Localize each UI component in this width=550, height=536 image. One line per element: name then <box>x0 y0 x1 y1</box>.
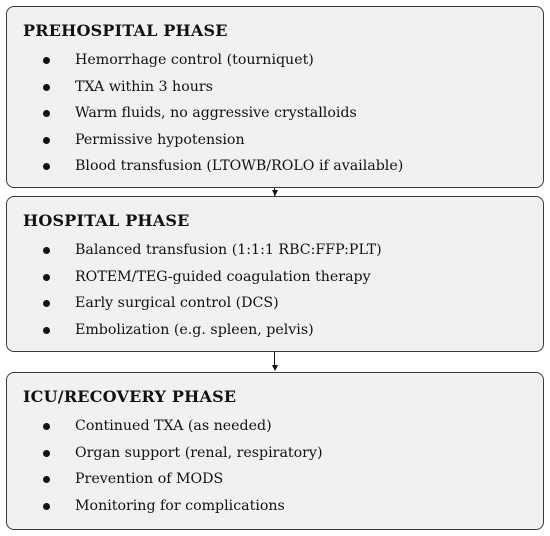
list-item-text: Hemorrhage control (tourniquet) <box>75 52 314 68</box>
list-item <box>23 237 529 264</box>
bullet-icon <box>43 137 50 144</box>
list-item-text: Permissive hypotension <box>75 131 245 148</box>
phase-item-list <box>23 237 529 343</box>
list-item-text: Blood transfusion (LTOWB/ROLO if available) <box>75 158 404 174</box>
list-item-text: Prevention of MODS <box>75 471 224 487</box>
list-item <box>23 127 529 154</box>
phase-title: PREHOSPITAL PHASE <box>23 21 228 40</box>
phase-title: HOSPITAL PHASE <box>23 211 190 230</box>
list-item <box>23 74 529 101</box>
list-item <box>23 153 529 180</box>
bullet-icon <box>43 476 50 483</box>
bullet-icon <box>43 274 50 281</box>
bullet-icon <box>43 327 50 334</box>
list-item-text: TXA within 3 hours <box>75 78 213 95</box>
list-item-text: Warm fluids, no aggressive crystalloids <box>75 105 357 121</box>
list-item-text: ROTEM/TEG-guided coagulation therapy <box>75 268 371 285</box>
list-item <box>23 440 529 467</box>
prehospital-phase-box <box>6 6 544 188</box>
icu-recovery-phase-box <box>6 372 544 530</box>
phase-item-list <box>23 413 529 519</box>
list-item-text: Monitoring for complications <box>75 497 285 514</box>
list-item-text: Organ support (renal, respiratory) <box>75 444 323 461</box>
bullet-icon <box>43 450 50 457</box>
bullet-icon <box>43 163 50 170</box>
list-item <box>23 264 529 291</box>
bullet-icon <box>43 247 50 254</box>
bullet-icon <box>43 300 50 307</box>
phase-title: ICU/RECOVERY PHASE <box>23 387 237 406</box>
list-item-text: Embolization (e.g. spleen, pelvis) <box>75 321 314 338</box>
bullet-icon <box>43 57 50 64</box>
list-item <box>23 466 529 493</box>
arrow-down-icon <box>272 365 278 371</box>
bullet-icon <box>43 84 50 91</box>
list-item <box>23 493 529 520</box>
list-item-text: Continued TXA (as needed) <box>75 418 272 434</box>
list-item-text: Balanced transfusion (1:1:1 RBC:FFP:PLT) <box>75 242 382 258</box>
bullet-icon <box>43 503 50 510</box>
list-item-text: Early surgical control (DCS) <box>75 295 279 311</box>
list-item <box>23 290 529 317</box>
list-item <box>23 317 529 344</box>
phase-item-list <box>23 47 529 180</box>
list-item <box>23 100 529 127</box>
list-item <box>23 413 529 440</box>
hospital-phase-box <box>6 196 544 352</box>
bullet-icon <box>43 423 50 430</box>
connector-line <box>274 352 275 365</box>
list-item <box>23 47 529 74</box>
bullet-icon <box>43 110 50 117</box>
